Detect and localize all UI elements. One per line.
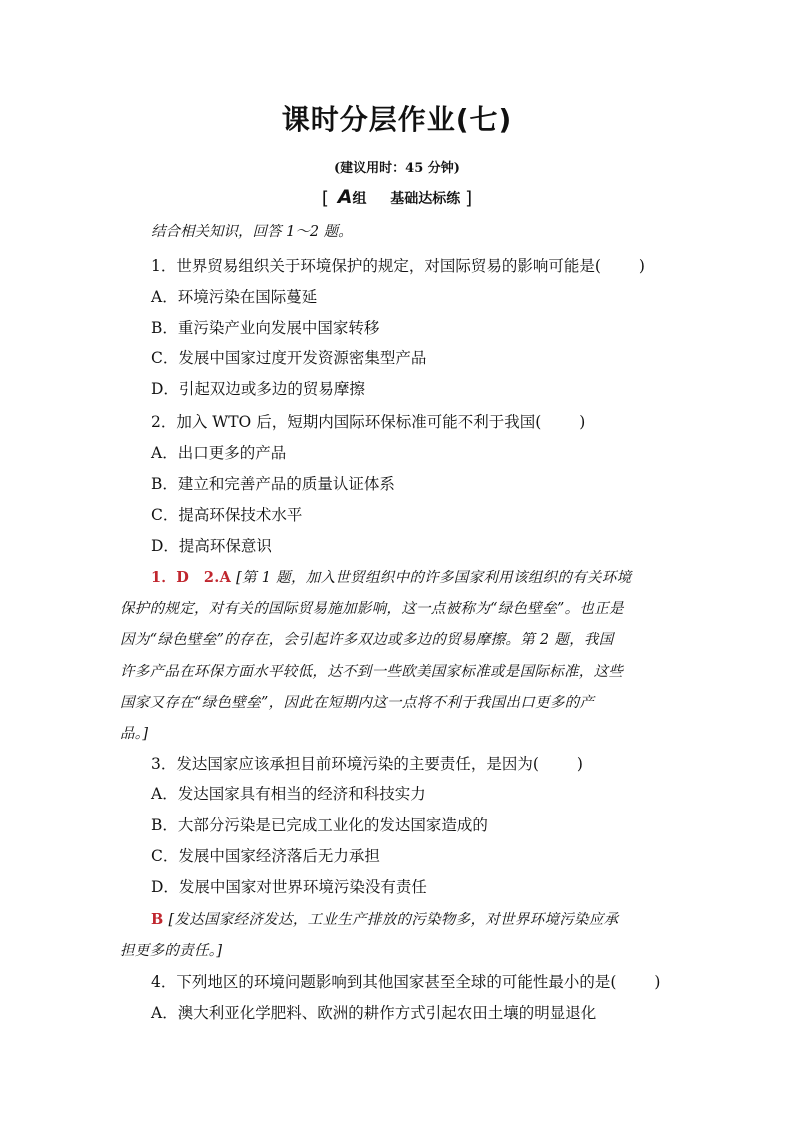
answer-paren-close: ) xyxy=(576,755,583,773)
option-3b: B．大部分污染是已完成工业化的发达国家造成的 xyxy=(151,816,488,834)
question-2 xyxy=(151,410,585,432)
question-stem: 1．世界贸易组织关于环境保护的规定，对国际贸易的影响可能是( xyxy=(151,257,601,275)
answer-explanation-line: 许多产品在环保方面水平较低，达不到一些欧美国家标准或是国际标准，这些 xyxy=(120,664,624,680)
option-2c: C．提高环保技术水平 xyxy=(151,506,303,524)
answer-key: 1．D 2.A xyxy=(151,569,232,586)
option-3d: D．发展中国家对世界环境污染没有责任 xyxy=(151,878,427,896)
group-letter: A xyxy=(337,186,353,208)
answer-paren-close: ) xyxy=(638,257,645,275)
answer-explanation-line xyxy=(151,908,676,929)
answer-key: B xyxy=(151,911,164,928)
option-2d: D．提高环保意识 xyxy=(151,537,272,555)
option-2a: A．出口更多的产品 xyxy=(151,444,287,462)
question-stem: 2．加入 WTO 后，短期内国际环保标准可能不利于我国( xyxy=(151,413,542,431)
option-4a: A．澳大利亚化学肥料、欧洲的耕作方式引起农田土壤的明显退化 xyxy=(151,1004,597,1022)
question-3 xyxy=(151,752,583,774)
answer-explanation-line xyxy=(151,566,676,587)
suggested-time: (建议用时：45 分钟) xyxy=(334,161,460,176)
answer-explanation-line: 保护的规定，对有关的国际贸易施加影响，这一点被称为“绿色壁垒”。也正是 xyxy=(120,601,624,617)
group-label: 组 xyxy=(352,191,367,207)
option-3c: C．发展中国家经济落后无力承担 xyxy=(151,847,380,865)
group-close-bracket: ] xyxy=(465,188,473,209)
question-stem: 4．下列地区的环境问题影响到其他国家甚至全球的可能性最小的是( xyxy=(151,973,617,991)
question-1 xyxy=(151,254,645,276)
group-open-bracket: [ xyxy=(321,188,329,209)
explanation-text: [第 1 题，加入世贸组织中的许多国家利用该组织的有关环境 xyxy=(236,570,632,586)
question-stem: 3．发达国家应该承担目前环境污染的主要责任，是因为( xyxy=(151,755,539,773)
option-1d: D．引起双边或多边的贸易摩擦 xyxy=(151,380,365,398)
answer-explanation-line: 因为“绿色壁垒”的存在，会引起许多双边或多边的贸易摩擦。第 2 题，我国 xyxy=(120,632,614,648)
answer-explanation-line: 国家又存在“绿色壁垒”，因此在短期内这一点将不利于我国出口更多的产 xyxy=(120,695,595,711)
page-title: 课时分层作业(七) xyxy=(281,103,513,136)
answer-paren-close: ) xyxy=(579,413,586,431)
option-3a: A．发达国家具有相当的经济和科技实力 xyxy=(151,785,426,803)
option-1c: C．发展中国家过度开发资源密集型产品 xyxy=(151,349,427,367)
group-heading xyxy=(0,186,794,209)
intro-text: 结合相关知识，回答 1～2 题。 xyxy=(151,224,353,240)
explanation-text: [发达国家经济发达，工业生产排放的污染物多，对世界环境污染应承 xyxy=(168,912,619,928)
option-1a: A．环境污染在国际蔓延 xyxy=(151,288,318,306)
option-1b: B．重污染产业向发展中国家转移 xyxy=(151,319,380,337)
answer-paren-close: ) xyxy=(654,973,661,991)
option-2b: B．建立和完善产品的质量认证体系 xyxy=(151,475,395,493)
question-4 xyxy=(151,970,660,992)
answer-explanation-line: 担更多的责任。] xyxy=(120,943,223,959)
answer-explanation-line: 品。] xyxy=(120,726,149,742)
group-name: 基础达标练 xyxy=(390,191,461,207)
